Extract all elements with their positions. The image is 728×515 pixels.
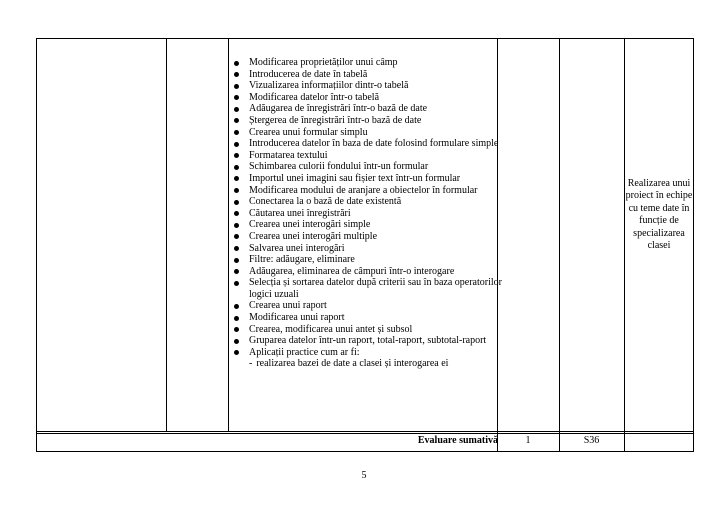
list-item: Modificarea proprietăților unui câmp [230,57,502,69]
table-bottom-border [36,451,694,452]
list-item: Adăugarea de înregistrări într-o bază de date [230,103,502,115]
list-item: Schimbarea culorii fondului într-un formular [230,161,502,173]
page-number: 5 [361,470,367,481]
sub-list-item: - realizarea bazei de date a clasei și interogarea ei [249,358,449,370]
table-double-rule-a [36,431,694,432]
summary-hours: 1 [525,435,531,446]
list-item: Crearea unei interogări multiple [230,231,502,243]
list-item: Crearea unui formular simplu [230,127,502,139]
list-item: Formatarea textului [230,150,502,162]
list-item: Crearea unui raport [230,300,502,312]
column-divider-4 [559,38,560,452]
list-item: Salvarea unei interogări [230,243,502,255]
list-item: Crearea, modificarea unui antet și subsol [230,324,502,336]
list-item: Conectarea la o bază de date existentă [230,196,502,208]
table-double-rule-b [36,433,694,434]
list-item: Ștergerea de înregistrări într-o bază de date [230,115,502,127]
table-left-border [36,38,37,452]
column-divider-2 [228,38,229,432]
evaluation-method: Realizarea unui proiect în echipe cu teme date în funcție de specializarea clasei [625,178,693,252]
summary-label: Evaluare sumativă [417,435,498,446]
list-item: Introducerea de date în tabelă [230,69,502,81]
list-item: Filtre: adăugare, eliminare [230,254,502,266]
list-item: Importul unei imagini sau fișier text într-un formular [230,173,502,185]
summary-week: S36 [583,435,600,446]
list-item: Căutarea unei înregistrări [230,208,502,220]
list-item: Crearea unei interogări simple [230,219,502,231]
list-item: Modificarea modului de aranjare a obiectelor în formular [230,185,502,197]
column-divider-1 [166,38,167,432]
list-item: Vizualizarea informațiilor dintr-o tabelă [230,80,502,92]
list-item: Aplicații practice cum ar fi: [230,347,502,359]
list-item: Modificarea datelor într-o tabelă [230,92,502,104]
dash-marker: - [249,358,253,370]
list-item: Introducerea datelor în baza de date folosind formulare simple [230,138,502,150]
list-item: Adăugarea, eliminarea de câmpuri într-o interogare [230,266,502,278]
list-item: Selecția și sortarea datelor după criterii sau în baza operatorilor logici uzuali [230,277,502,300]
table-top-border [36,38,694,39]
content-list [230,57,502,370]
list-item: Modificarea unui raport [230,312,502,324]
list-item: Gruparea datelor într-un raport, total-raport, subtotal-raport [230,335,502,347]
